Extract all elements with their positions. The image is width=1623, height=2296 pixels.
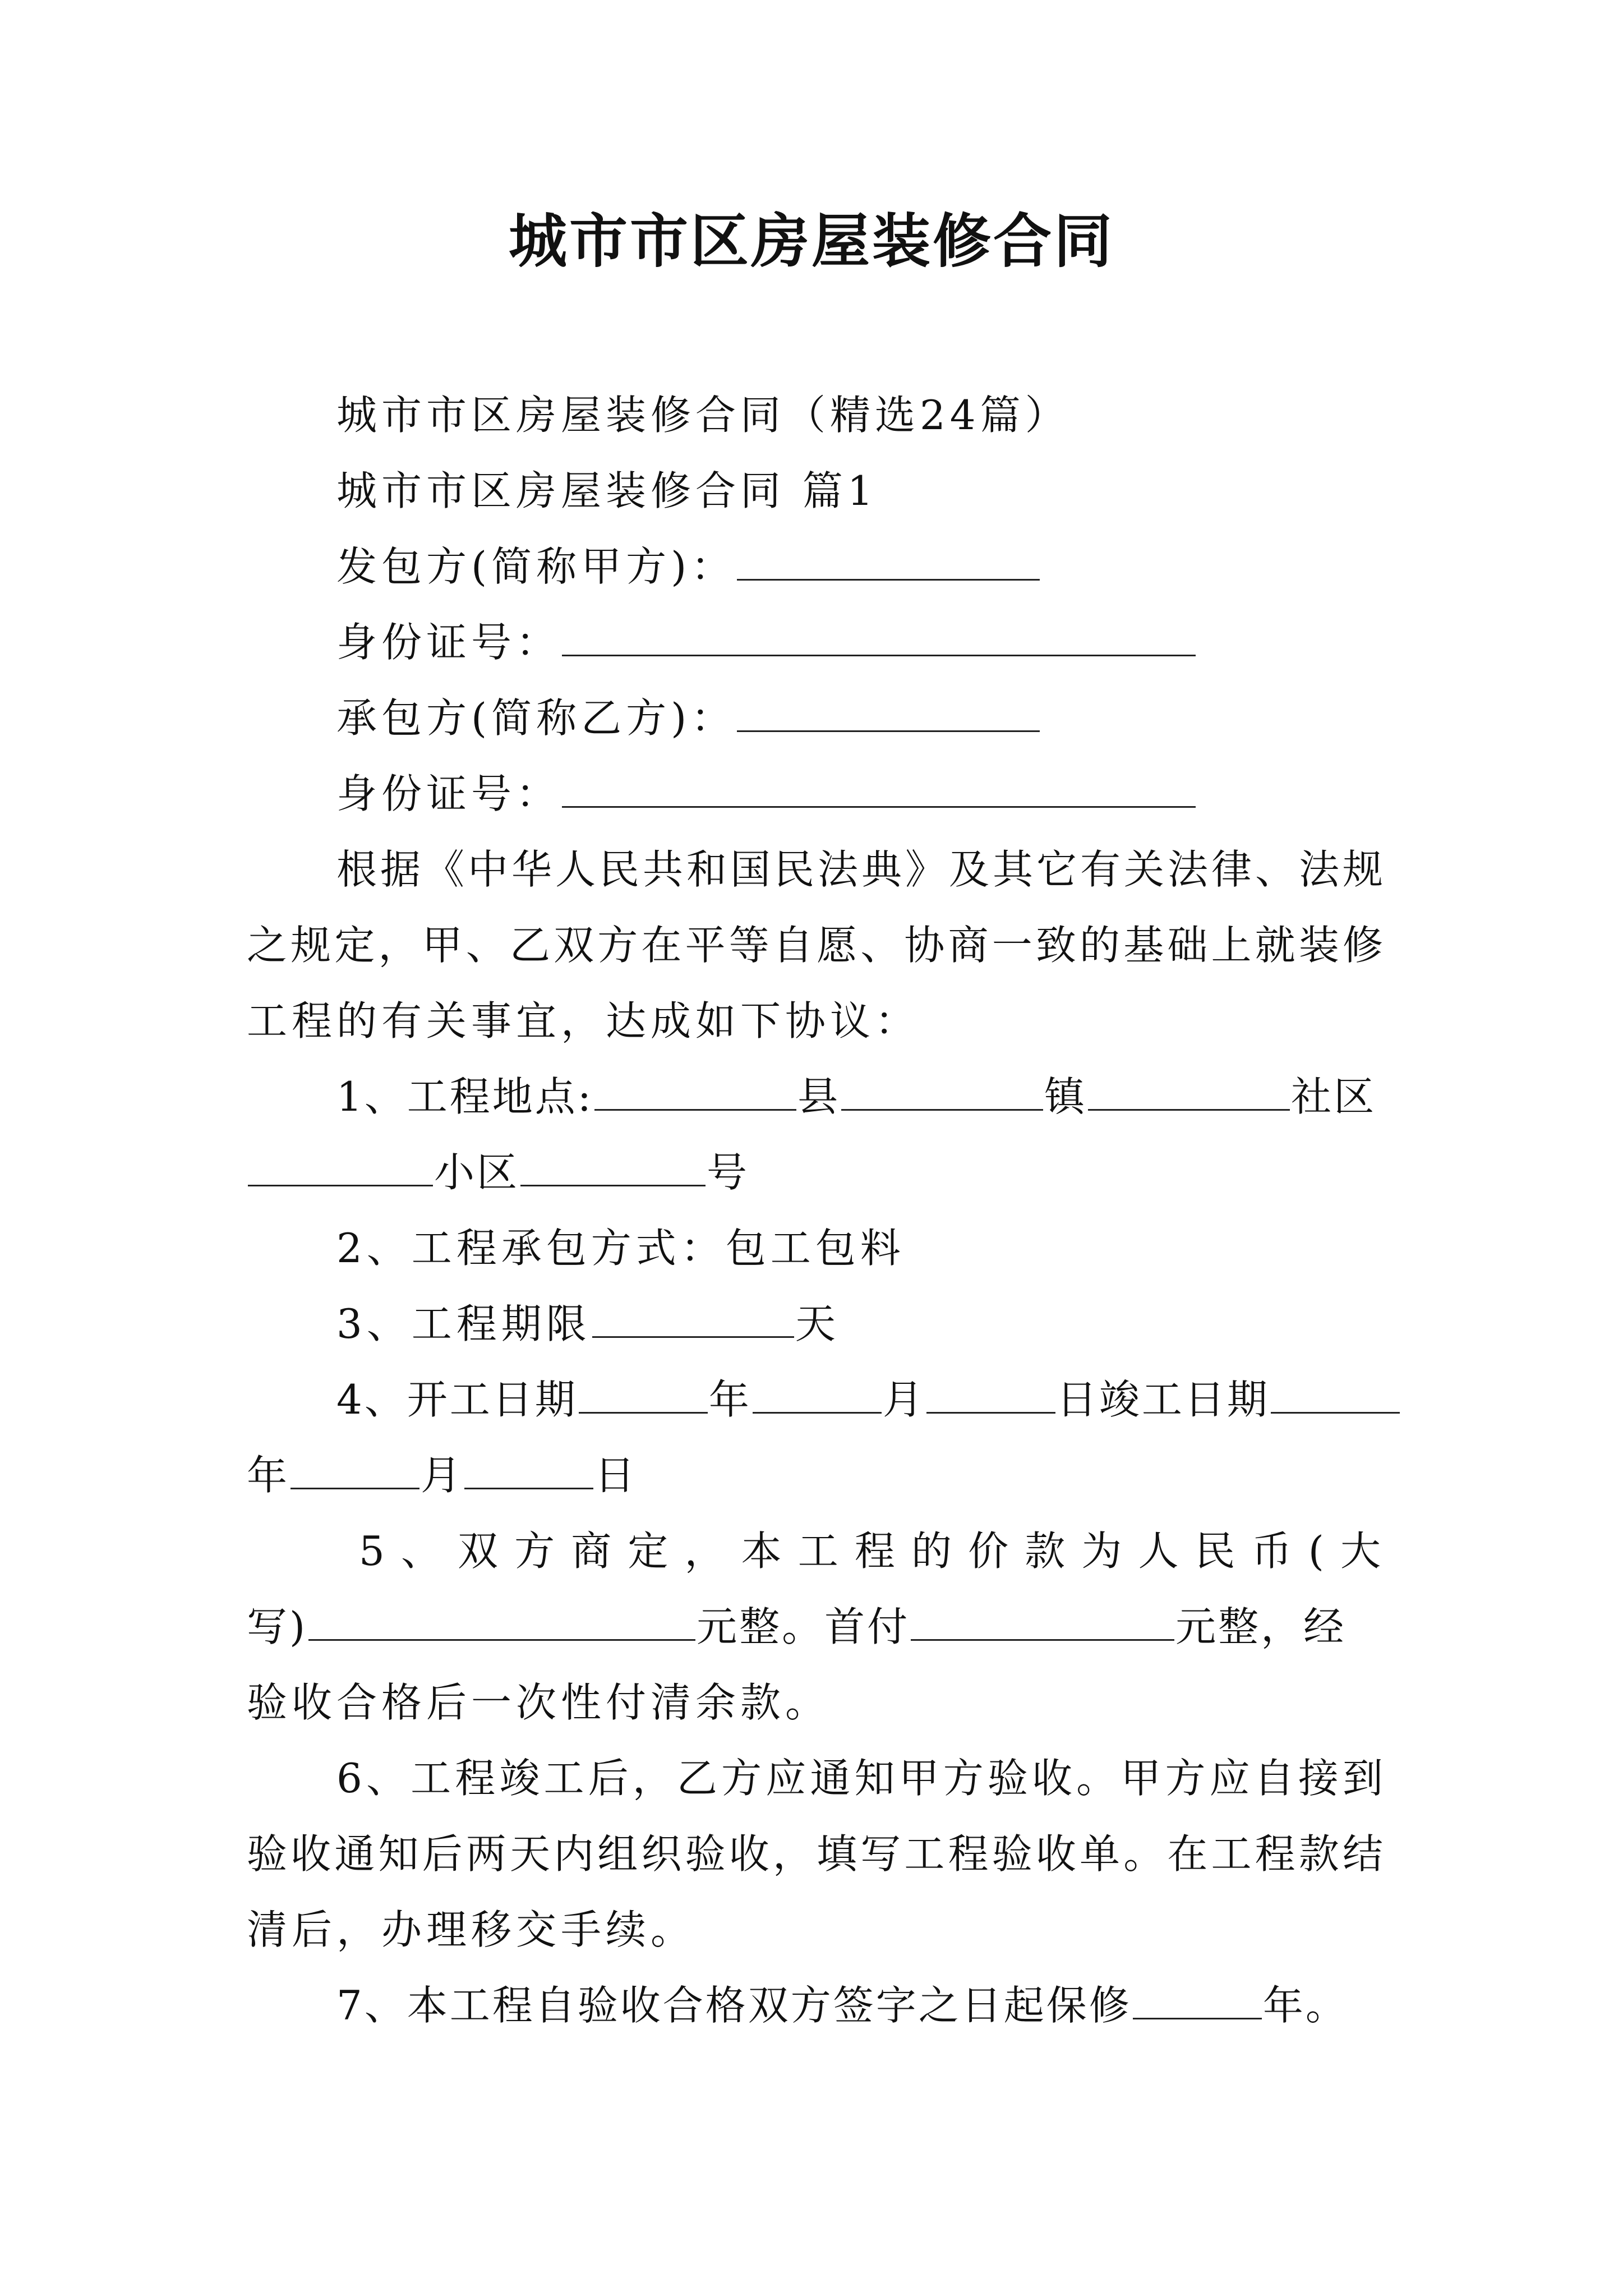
item-1-blank-community [1088,1072,1290,1111]
item-5-line-2 [247,1599,1346,1655]
item-1-community: 社区 [1291,1073,1377,1120]
party-b-label: 承包方(简称乙方)： [336,694,736,742]
item-7-blank [1133,1981,1262,2019]
party-b-blank [737,693,1040,732]
subtitle: 城市市区房屋装修合同（精选24篇） [336,392,1070,439]
id-a-blank [562,618,1196,656]
item-5-blank-amount [308,1602,695,1641]
item-1-town: 镇 [1044,1073,1087,1120]
intro-line-3: 工程的有关事宜，达成如下协议： [247,997,920,1045]
id-a-label: 身份证号： [336,619,561,666]
item-3-line [336,1296,840,1352]
item-1-county: 县 [797,1073,841,1120]
id-b-blank [562,769,1196,808]
item-4-year: 年 [708,1376,751,1423]
item-4-blank-day-2 [464,1451,593,1489]
id-a-line [336,614,1197,670]
item-7-line [336,1977,1348,2033]
document-title: 城市市区房屋装修合同 [508,206,1114,275]
item-4-blank-end-year [1271,1375,1400,1414]
item-6-line-3: 清后，办理移交手续。 [247,1906,696,1953]
item-4-day-end: 日竣工日期 [1056,1376,1270,1423]
item-1-line-1 [336,1069,1376,1125]
item-4-day-2: 日 [594,1452,638,1499]
item-7-suffix: 年。 [1262,1982,1348,2029]
item-6-line-1: 6、工程竣工后，乙方应通知甲方验收。甲方应自接到 [336,1755,1385,1802]
item-3-blank [592,1299,794,1338]
item-5-label-b: 元整。首付 [697,1603,910,1650]
id-b-line [336,766,1197,822]
item-4-prefix: 4、开工日期 [336,1376,578,1423]
item-1-blank-town [841,1072,1043,1111]
item-1-prefix: 1、工程地点: [336,1073,594,1120]
item-4-blank-month [753,1375,882,1414]
item-6-line-2: 验收通知后两天内组织验收，填写工程验收单。在工程款结 [247,1830,1385,1878]
item-4-blank-year [579,1375,708,1414]
party-b-line [336,690,1041,746]
item-5-blank-deposit [911,1602,1174,1641]
item-5-label-a: 写) [247,1603,308,1650]
item-4-line-1 [336,1372,1401,1428]
item-1-blank-number [520,1148,706,1186]
item-5-line-3: 验收合格后一次性付清余款。 [247,1679,831,1726]
party-a-label: 发包方(简称甲方)： [336,543,736,590]
item-4-blank-month-2 [291,1451,419,1489]
item-5-line-1: 5、双方商定，本工程的价款为人民币(大 [359,1527,1385,1575]
item-4-line-2 [247,1447,637,1503]
item-1-number: 号 [707,1149,750,1196]
item-7-prefix: 7、本工程自验收合格双方签字之日起保修 [336,1982,1132,2029]
intro-line-2: 之规定，甲、乙双方在平等自愿、协商一致的基础上就装修 [247,922,1385,969]
item-3-prefix: 3、工程期限 [336,1300,591,1347]
party-a-blank [737,542,1040,581]
item-1-line-2 [247,1144,749,1200]
item-1-blank-estate [248,1148,433,1186]
intro-line-1: 根据《中华人民共和国民法典》及其它有关法律、法规 [336,846,1385,893]
item-1-blank-county [594,1072,796,1111]
item-1-estate: 小区 [434,1149,520,1196]
item-2: 2、工程承包方式：包工包料 [336,1225,905,1272]
section-heading: 城市市区房屋装修合同 篇1 [336,467,878,514]
id-b-label: 身份证号： [336,770,561,817]
item-4-blank-day [926,1375,1055,1414]
item-5-label-c: 元整，经 [1175,1603,1347,1650]
item-4-month-2: 月 [421,1452,464,1499]
item-4-month: 月 [882,1376,925,1423]
party-a-line [336,539,1041,595]
item-3-suffix: 天 [795,1300,840,1347]
item-4-year-2: 年 [247,1452,290,1499]
